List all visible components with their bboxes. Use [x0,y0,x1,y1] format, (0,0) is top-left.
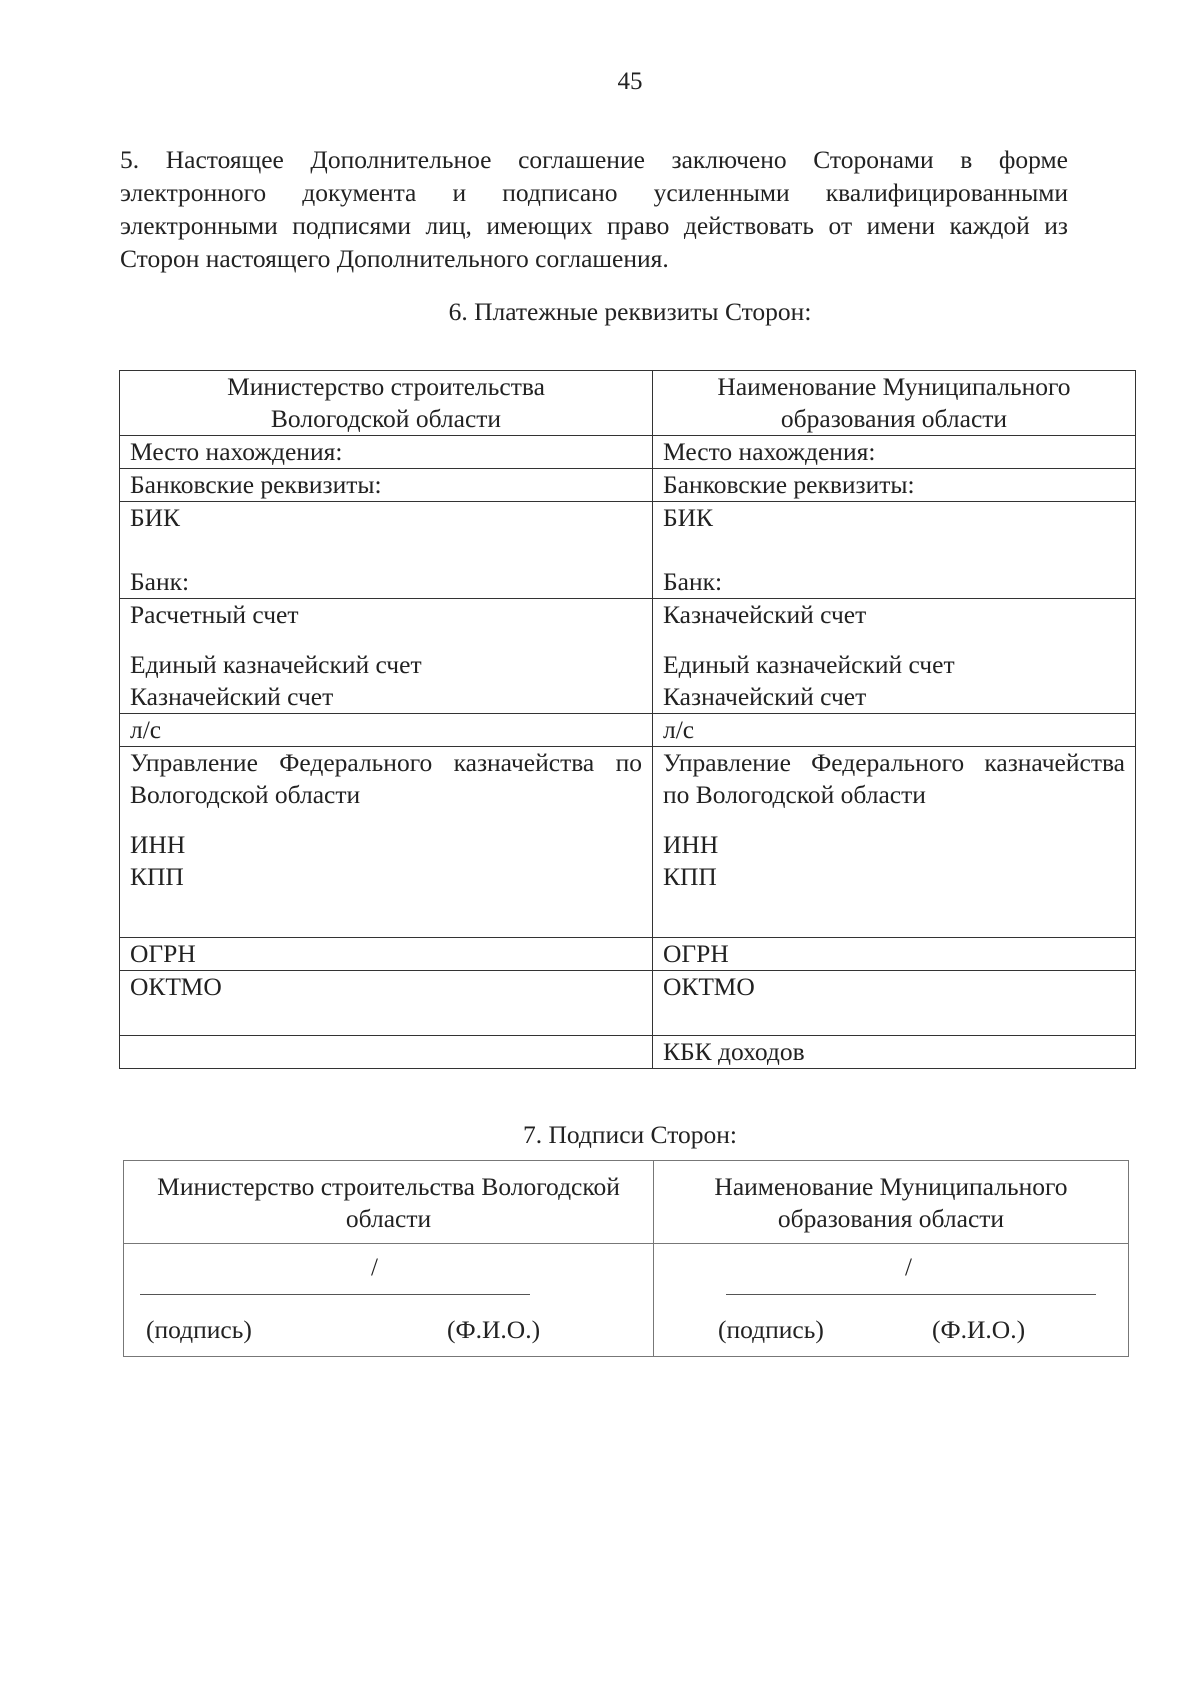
table-row [120,599,1136,714]
right-inn: ИНН [663,830,719,859]
section-7-title: 7. Подписи Сторон: [523,1120,737,1149]
right-bank-details: Банковские реквизиты: [653,469,1136,502]
right-signature-label: (подпись) [718,1315,824,1344]
left-signature-slash: / [371,1254,378,1281]
left-signature-cell [124,1244,654,1357]
left-bik: БИК [130,503,181,532]
table-row [120,747,1136,938]
right-ls: л/с [653,714,1136,747]
right-party-header [653,371,1136,436]
right-header-line-2: образования области [780,404,1008,433]
left-treasury-account: Казначейский счет [130,682,334,711]
table-row [120,371,1136,436]
right-signature-header: Наименование Муниципального образования области [654,1161,1129,1244]
paragraph-5: 5. Настоящее Дополнительное соглашение заключено Сторонами в форме электронного документа и подписано усиленными квалифицированными электронными подписями лиц, имеющих право действовать от имени каждой из Сторон настоящего Дополнительного соглашения. [120,145,1068,273]
right-accounts-cell [653,599,1136,714]
payment-requisites-table [119,370,1136,1069]
right-treasury-account-top: Казначейский счет [663,600,867,629]
page-number: 45 [617,68,643,95]
table-row [124,1244,1129,1357]
right-ogrn: ОГРН [653,938,1136,971]
left-ufk-cell [120,747,653,938]
table-row [120,436,1136,469]
left-signature-line [140,1294,530,1295]
right-bank: Банк: [663,567,723,596]
right-bik: БИК [663,503,714,532]
left-signature-label: (подпись) [146,1315,252,1344]
right-treasury-account: Казначейский счет [663,682,867,711]
section-6-title: 6. Платежные реквизиты Сторон: [448,297,812,326]
table-row [120,1036,1136,1069]
left-settlement-account: Расчетный счет [130,600,299,629]
left-ls: л/с [120,714,653,747]
left-party-header [120,371,653,436]
table-row [120,469,1136,502]
right-signature-cell [654,1244,1129,1357]
left-location: Место нахождения: [120,436,653,469]
left-kbk-empty [120,1036,653,1069]
table-row [124,1161,1129,1244]
left-ufk: Управление Федерального казначейства по Вологодской области [130,748,642,809]
right-name-label: (Ф.И.О.) [932,1315,1026,1344]
right-header-line-1: Наименование Муниципального [717,372,1071,401]
left-name-label: (Ф.И.О.) [447,1315,541,1344]
table-row [120,714,1136,747]
right-kbk: КБК доходов [653,1036,1136,1069]
left-header-line-2: Вологодской области [270,404,502,433]
left-accounts-cell [120,599,653,714]
right-signature-slash: / [905,1254,912,1281]
left-inn: ИНН [130,830,186,859]
left-bank-details: Банковские реквизиты: [120,469,653,502]
table-row [120,938,1136,971]
table-row [120,971,1136,1036]
left-single-treasury-account: Единый казначейский счет [130,650,422,679]
right-single-treasury-account: Единый казначейский счет [663,650,955,679]
left-signature-header: Министерство строительства Вологодской области [124,1161,654,1244]
left-oktmo: ОКТМО [120,971,653,1036]
right-signature-line [726,1294,1096,1295]
left-ogrn: ОГРН [120,938,653,971]
right-ufk-cell [653,747,1136,938]
left-bank: Банк: [130,567,190,596]
left-header-line-1: Министерство строительства [227,372,545,401]
right-oktmo: ОКТМО [653,971,1136,1036]
left-kpp: КПП [130,862,184,891]
right-bank-cell [653,502,1136,599]
right-location: Место нахождения: [653,436,1136,469]
signatures-table [123,1160,1129,1357]
right-ufk: Управление Федерального казначейства по Вологодской области [663,748,1125,809]
right-kpp: КПП [663,862,717,891]
left-bank-cell [120,502,653,599]
table-row [120,502,1136,599]
